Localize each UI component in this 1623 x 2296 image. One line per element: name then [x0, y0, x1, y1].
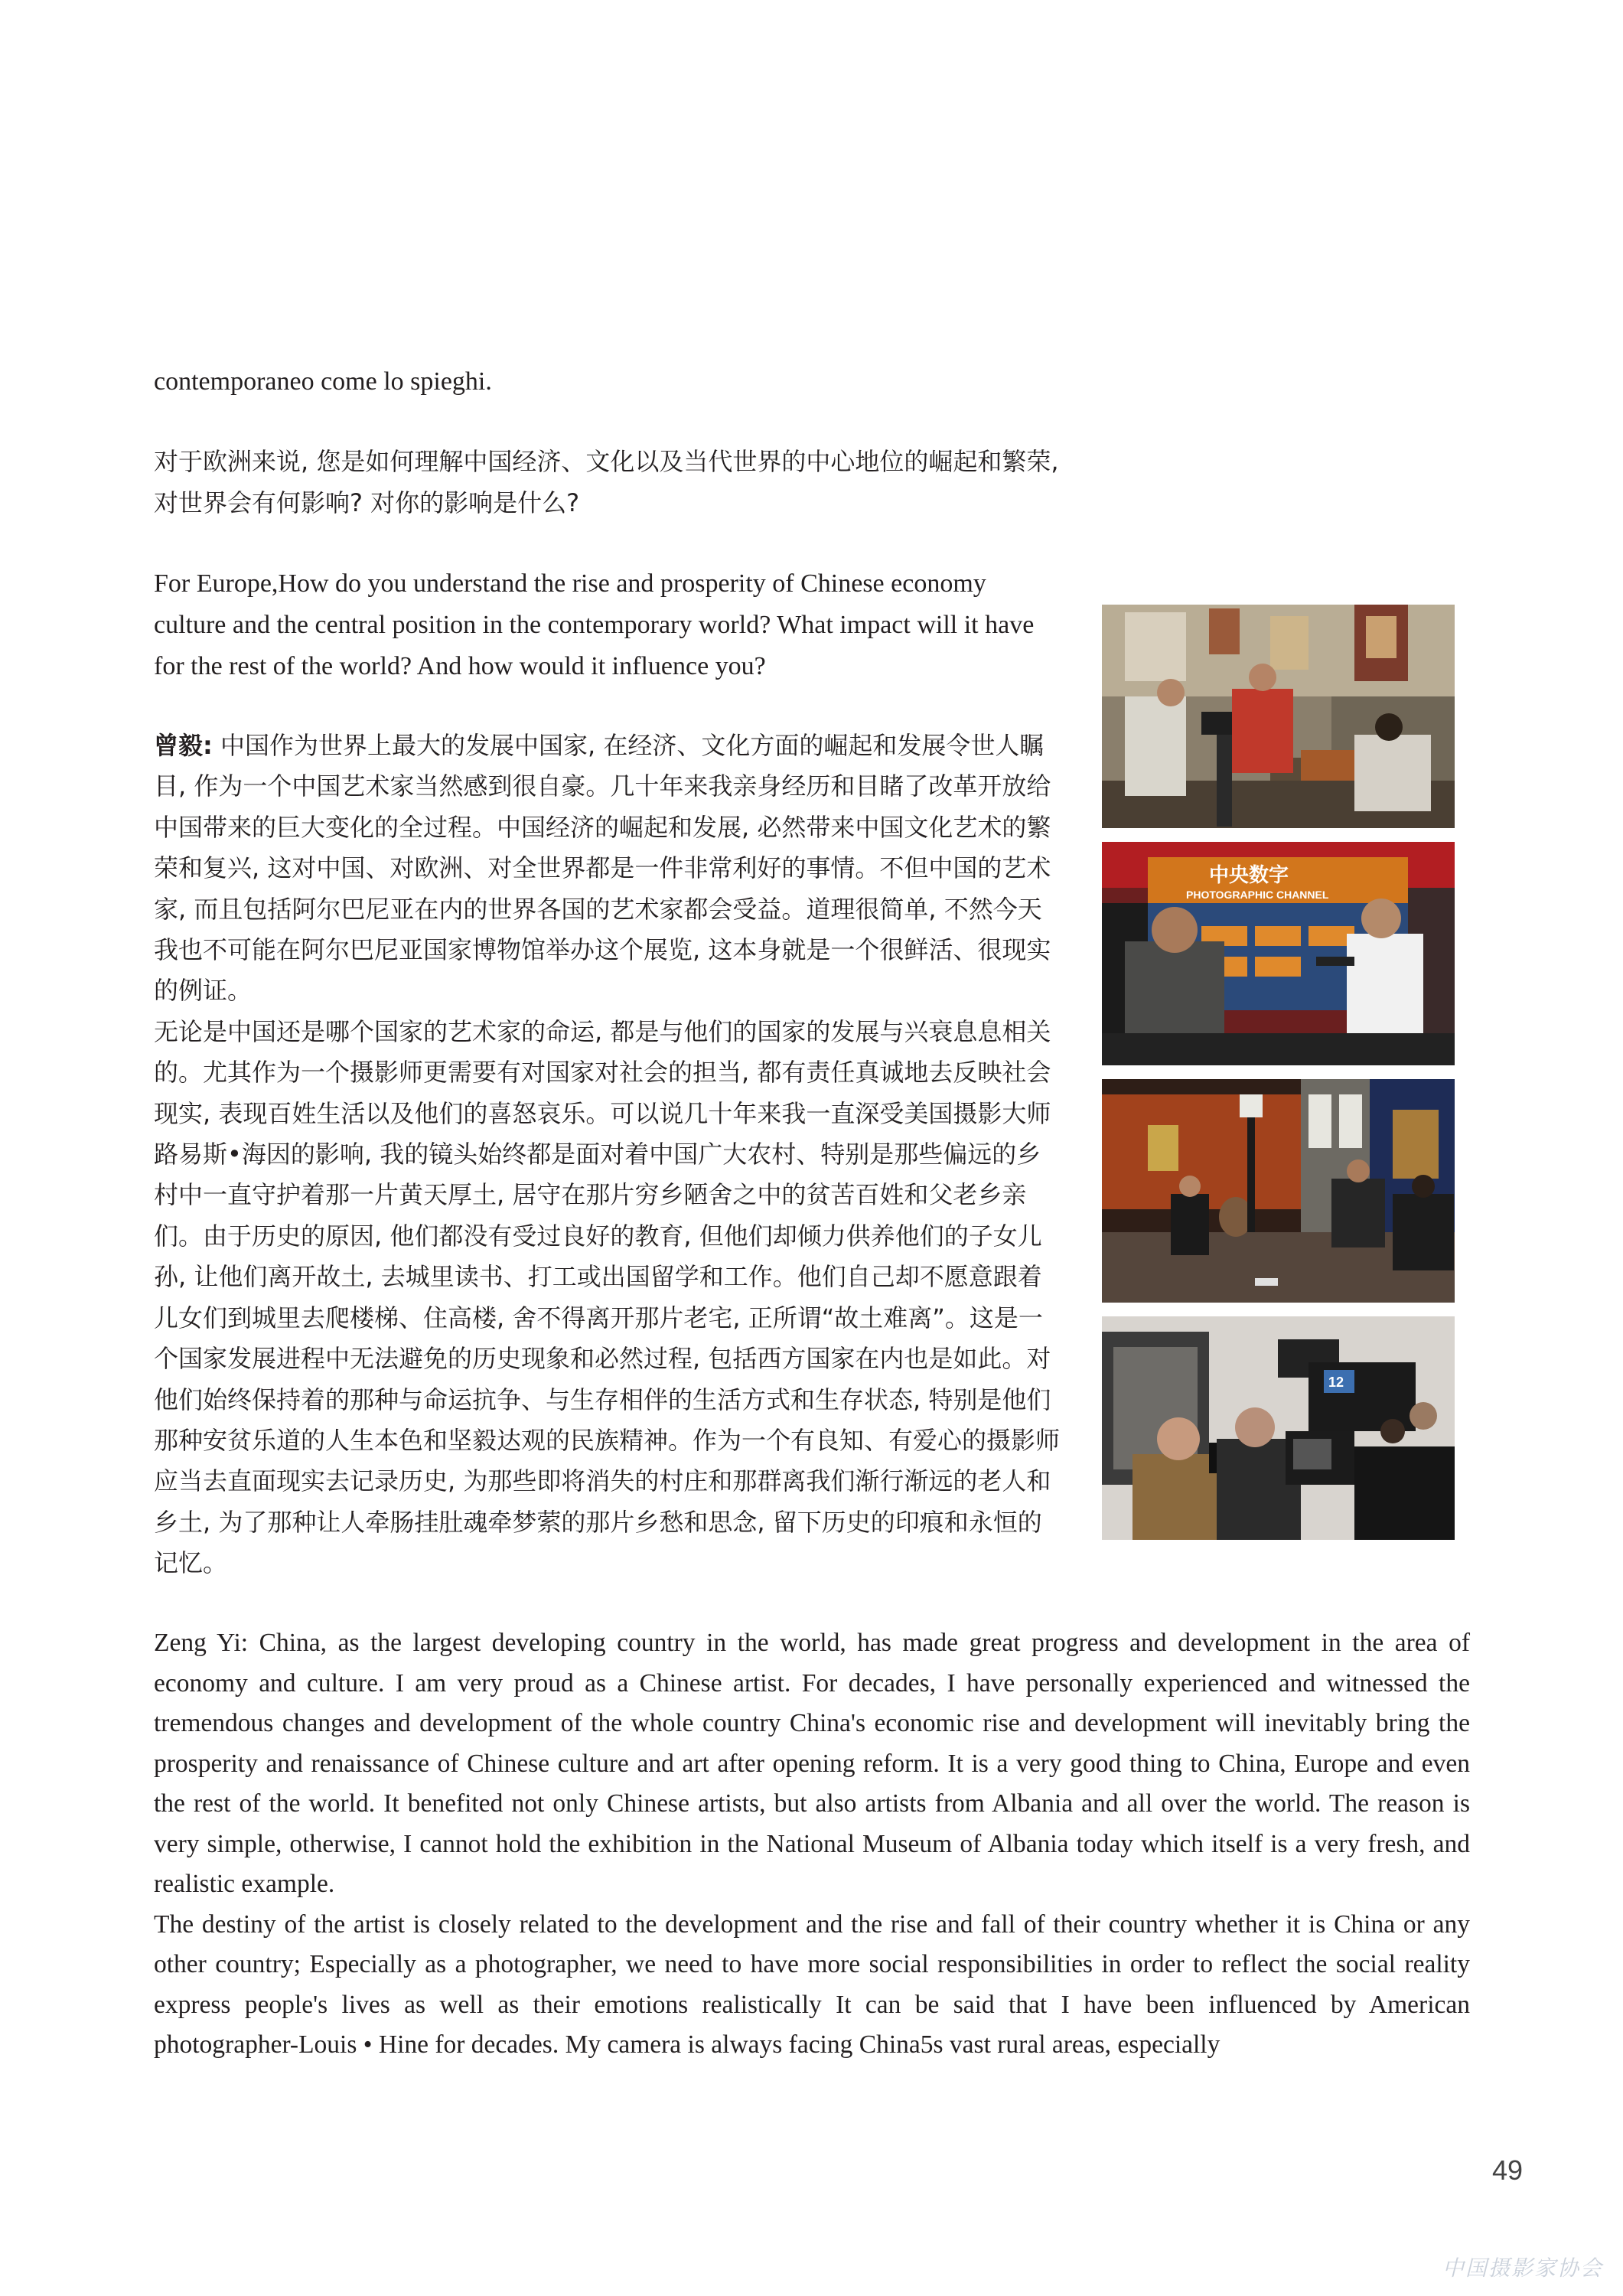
answer-english-paragraph: The destiny of the artist is closely related to the development and the rise and fall of their country whether it is China or any other country; Especially as a photographer, we need to have more social responsibilities in order to reflect the social reality express people's lives as well as their emotions realistically It can be said that I have been influenced by American photographer-Louis • Hine for decades. My camera is always facing China5s vast rural areas, especially	[154, 1910, 1470, 2059]
answer-chinese-text: 中国作为世界上最大的发展中国家, 在经济、文化方面的崛起和发展令世人瞩目, 作为一个中国艺术家当然感到很自豪。几十年来我亲身经历和目睹了改革开放给中国带来的巨大变化的全过程。中国经济的崛起和发展, 必然带来中国文化艺术的繁荣和复兴, 这对中国、对欧洲、对全世界都是一件非常利好的事情。不但中国的艺术家, 而且包括阿尔巴尼亚在内的世界各国的艺术家都会受益。道理很简单, 不然今天我也不可能在阿尔巴尼亚国家博物馆举办这个展览, 这本身就是一个很鲜活、很现实的例证。	[154, 731, 1051, 1006]
gallery-press-interview-photo	[1102, 1316, 1455, 1540]
question-english: For Europe,How do you understand the rise and prosperity of Chinese economy culture and the central position in the contemporary world? What impact will it have for the rest of the world? And how would it influence you?	[154, 569, 1035, 680]
answer-chinese	[154, 726, 1064, 1584]
speaker-label: 曾毅:	[154, 731, 213, 760]
intro-line: contemporaneo come lo spieghi.	[154, 367, 492, 396]
answer-english	[154, 1623, 1470, 2066]
office-interview-photo	[1102, 605, 1455, 828]
answer-chinese-paragraph	[154, 726, 1064, 1012]
answer-english-paragraph: Zeng Yi: China, as the largest developing country in the world, has made great progress and development in the area of economy and culture. I am very proud as a Chinese artist. For decades, I have personally experienced and witnessed the tremendous changes and development of the whole country China's economic rise and development will inevitably bring the prosperity and renaissance of Chinese culture and art after opening reform. It is a very good thing to China, Europe and even the rest of the world. It benefited not only Chinese artists, but also artists from Albania and all over the world. The reason is very simple, otherwise, I cannot hold the exhibition in the National Museum of Albania today which itself is a very fresh, and realistic example.	[154, 1629, 1470, 1898]
studio-interview-photo	[1102, 1079, 1455, 1303]
banner-text: 中央数字	[1209, 864, 1289, 887]
question-chinese: 对于欧洲来说, 您是如何理解中国经济、文化以及当代世界的中心地位的崛起和繁荣, 对世界会有何影响? 对你的影响是什么?	[154, 447, 1059, 517]
banner-subtext: PHOTOGRAPHIC CHANNEL	[1186, 889, 1329, 901]
answer-chinese-paragraph: 无论是中国还是哪个国家的艺术家的命运, 都是与他们的国家的发展与兴衰息息相关的。尤其作为一个摄影师更需要有对国家对社会的担当, 都有责任真诚地去反映社会现实, 表现百姓生活以及他们的喜怒哀乐。可以说几十年来我一直深受美国摄影大师路易斯•海因的影响, 我的镜头始终都是面对着中国广大农村、特别是那些偏远的乡村中一直守护着那一片黄天厚土, 居守在那片穷乡陋舍之中的贫苦百姓和父老乡亲们。由于历史的原因, 他们都没有受过良好的教育, 但他们却倾力供养他们的子女儿孙, 让他们离开故土, 去城里读书、打工或出国留学和工作。他们自己却不愿意跟着儿女们到城里去爬楼梯、住高楼, 舍不得离开那片老宅, 正所谓“故土难离”。这是一个国家发展进程中无法避免的历史现象和必然过程, 包括西方国家在内也是如此。对他们始终保持着的那种与命运抗争、与生存相伴的生活方式和生存状态, 特别是他们那种安贫乐道的人生本色和坚毅达观的民族精神。作为一个有良知、有爱心的摄影师应当去直面现实去记录历史, 为那些即将消失的村庄和那群离我们渐行渐远的老人和乡土, 为了那种让人牵肠挂肚魂牵梦萦的那片乡愁和思念, 留下历史的印痕和永恒的记忆。	[154, 1016, 1061, 1578]
tv-channel-interview-photo	[1102, 842, 1455, 1065]
camera-label: 12	[1328, 1375, 1344, 1390]
page-number: 49	[1492, 2154, 1524, 2186]
watermark-logo: 中国摄影家协会	[1442, 2255, 1603, 2281]
